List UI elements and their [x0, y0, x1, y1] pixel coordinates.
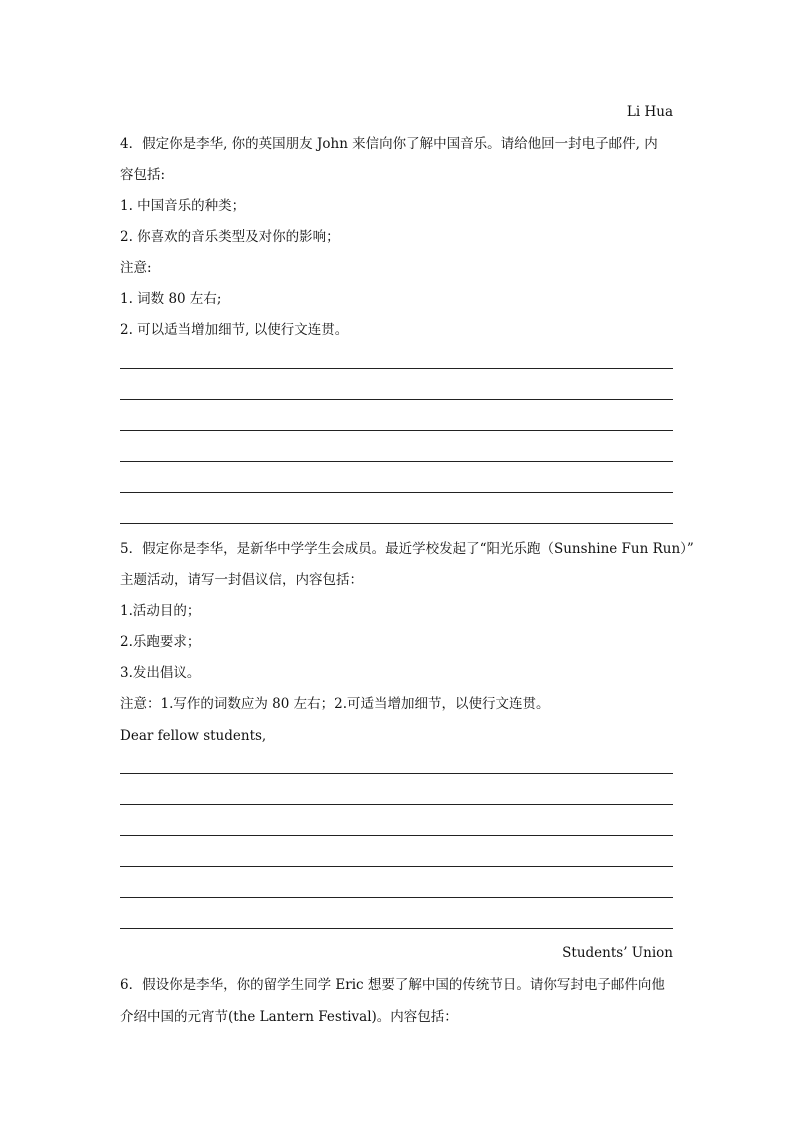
- q5-item3: 3.发出倡议。: [120, 665, 201, 681]
- q4-answer-line: [120, 430, 673, 431]
- q5-answer-line: [120, 897, 673, 898]
- q5-answer-line: [120, 928, 673, 929]
- q5-salutation: Dear fellow students,: [120, 728, 267, 744]
- q4-answer-line: [120, 492, 673, 493]
- q4-answer-line: [120, 399, 673, 400]
- q5-item1: 1.活动目的；: [120, 603, 201, 619]
- q5-prompt-line2: 主题活动，请写一封倡议信，内容包括：: [120, 572, 363, 588]
- q5-note: 注意：1.写作的词数应为 80 左右；2.可适当增加细节，以使行文连贯。: [120, 696, 550, 712]
- q5-signature: Students’ Union: [562, 945, 673, 961]
- q5-answer-line: [120, 804, 673, 805]
- q4-note2: 2. 可以适当增加细节, 以使行文连贯。: [120, 322, 349, 338]
- q6-prompt-line2: 介绍中国的元宵节(the Lantern Festival)。内容包括：: [120, 1009, 458, 1025]
- q6-prompt-line1: 6．假设你是李华，你的留学生同学 Eric 想要了解中国的传统节日。请你写封电子邮件向他: [120, 977, 665, 993]
- q4-answer-line: [120, 368, 673, 369]
- q5-prompt-line1: 5．假定你是李华，是新华中学学生会成员。最近学校发起了“阳光乐跑（Sunshine Fun Run）”: [120, 541, 694, 557]
- q5-item2: 2.乐跑要求；: [120, 634, 201, 650]
- q4-note1: 1. 词数 80 左右;: [120, 291, 222, 307]
- q4-answer-line: [120, 461, 673, 462]
- q4-previous-signature: Li Hua: [626, 104, 673, 120]
- q5-answer-line: [120, 835, 673, 836]
- q5-answer-line: [120, 866, 673, 867]
- q4-note-label: 注意:: [120, 260, 152, 276]
- q4-prompt-line1: 4．假定你是李华, 你的英国朋友 John 来信向你了解中国音乐。请给他回一封电子邮件, 内: [120, 136, 658, 152]
- q4-item2: 2. 你喜欢的音乐类型及对你的影响；: [120, 229, 340, 245]
- q4-answer-line: [120, 523, 673, 524]
- q4-item1: 1. 中国音乐的种类；: [120, 198, 246, 214]
- q5-answer-line: [120, 773, 673, 774]
- q4-prompt-line2: 容包括:: [120, 167, 166, 183]
